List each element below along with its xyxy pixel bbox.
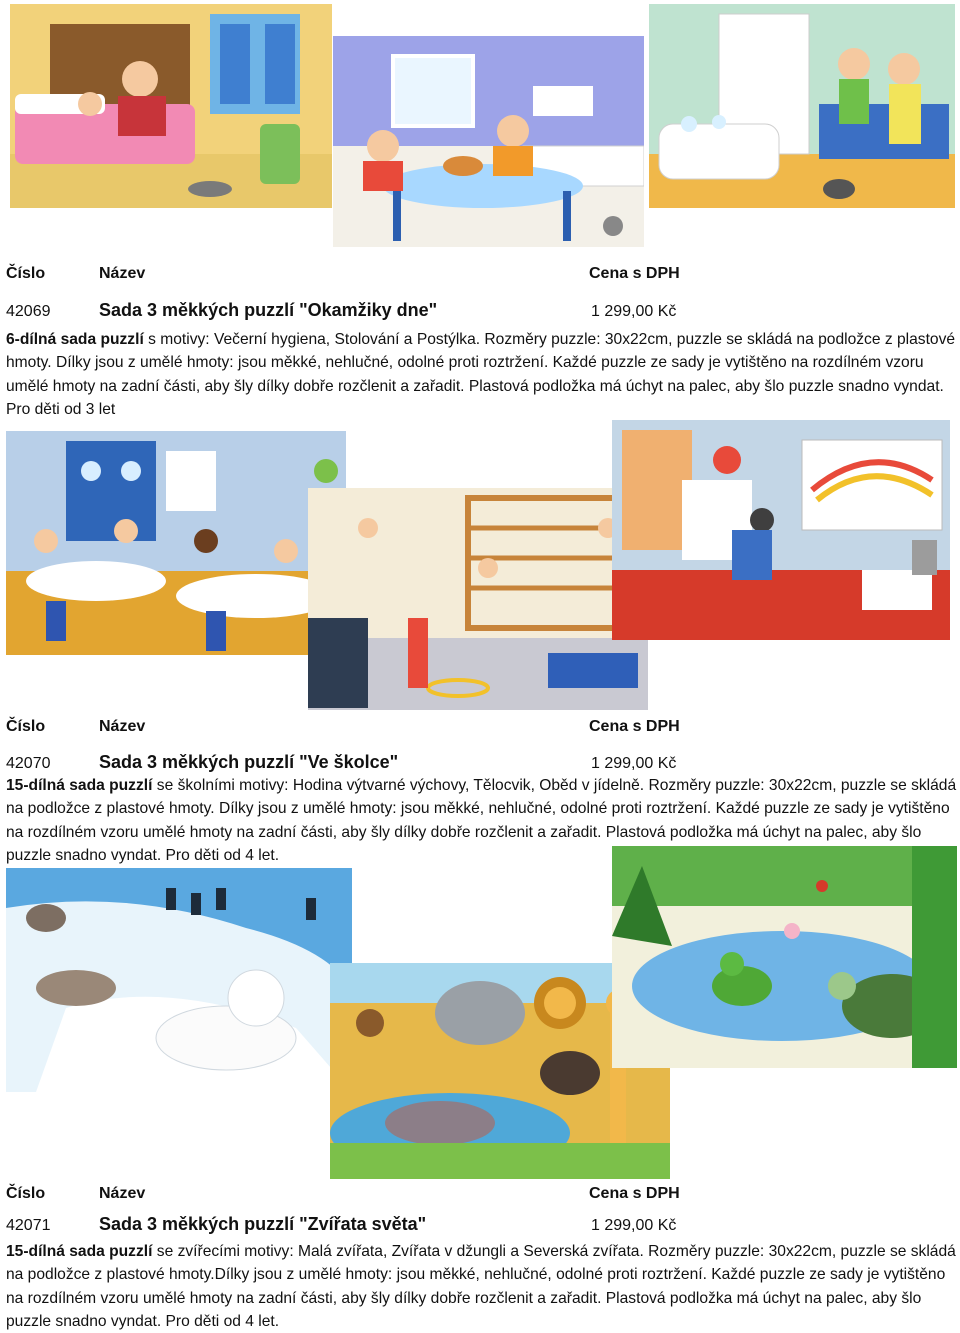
puzzle-image-canteen xyxy=(6,431,346,655)
column-header-name: Název xyxy=(99,1185,146,1202)
description-lead: 15-dílná sada puzzlí xyxy=(6,777,153,794)
puzzle-image-art-class xyxy=(612,420,950,640)
column-header-price: Cena s DPH xyxy=(589,718,680,735)
puzzle-image-gym xyxy=(308,488,648,710)
column-header-name: Název xyxy=(99,265,146,282)
puzzle-image-bedtime xyxy=(10,4,332,208)
puzzle-image-small-animals xyxy=(612,846,957,1068)
description-text: se školními motivy: Hodina výtvarné výchovy, Tělocvik, Oběd v jídelně. Rozměry puzzle: 30x22cm, puzzle se skládá na podložce z plastové hmoty. Dílky jsou z umělé hmoty: jsou měkké, nehlučné, odolné proti roztržení. Každé puzzle ze sady je vytištěno na rozdílném vzoru umělé hmoty na zadní části, aby šly dílky dobře rozčlenit a zařadit. Plastová podložka má úchyt na palec, aby šlo puzzle snadno vyndat. Pro děti od 4 let. xyxy=(6,777,957,864)
product-code: 42071 xyxy=(6,1217,51,1234)
column-header-name: Název xyxy=(99,718,146,735)
description-text: se zvířecími motivy: Malá zvířata, Zvířata v džungli a Severská zvířata. Rozměry puzzle: 30x22cm, puzzle se skládá na podložce z plastové hmoty.Dílky jsou z umělé hmoty: jsou měkké, nehlučné, odolné proti roztržení. Každé puzzle ze sady je vytištěno na rozdílném vzoru umělé hmoty na zadní části, aby šly dílky dobře rozčlenit a zařadit. Plastová podložka má úchyt na palec, aby šlo puzzle snadno vyndat. Pro děti od 4 let. xyxy=(6,1243,956,1330)
puzzle-image-bathroom xyxy=(649,4,955,208)
product-description xyxy=(6,1240,958,1333)
product-title: Sada 3 měkkých puzzlí "Zvířata světa" xyxy=(99,1214,427,1234)
description-lead: 6-dílná sada puzzlí xyxy=(6,331,144,348)
description-lead: 15-dílná sada puzzlí xyxy=(6,1243,153,1260)
column-header-number: Číslo xyxy=(6,265,46,282)
product-code: 42070 xyxy=(6,755,51,772)
product-description xyxy=(6,328,958,421)
puzzle-image-dining xyxy=(333,36,644,247)
product-title: Sada 3 měkkých puzzlí "Okamžiky dne" xyxy=(99,300,438,320)
column-header-number: Číslo xyxy=(6,1185,46,1202)
product-price: 1 299,00 Kč xyxy=(591,303,677,320)
column-header-number: Číslo xyxy=(6,718,46,735)
description-text: s motivy: Večerní hygiena, Stolování a Postýlka. Rozměry puzzle: 30x22cm, puzzle se skládá na podložce z plastové hmoty. Dílky jsou z umělé hmoty: jsou měkké, nehlučné, odolné proti roztržení. Každé puzzle ze sady je vytištěno na rozdílném vzoru umělé hmoty na zadní části, aby šly dílky dobře rozčlenit a zařadit. Plastová podložka má úchyt na palec, aby šlo puzzle snadno vyndat. Pro děti od 3 let xyxy=(6,331,956,418)
column-header-price: Cena s DPH xyxy=(589,265,680,282)
product-price: 1 299,00 Kč xyxy=(591,755,677,772)
puzzle-image-polar-animals xyxy=(6,868,352,1092)
column-header-price: Cena s DPH xyxy=(589,1185,680,1202)
product-code: 42069 xyxy=(6,303,51,320)
product-title: Sada 3 měkkých puzzlí "Ve školce" xyxy=(99,752,399,772)
product-price: 1 299,00 Kč xyxy=(591,1217,677,1234)
